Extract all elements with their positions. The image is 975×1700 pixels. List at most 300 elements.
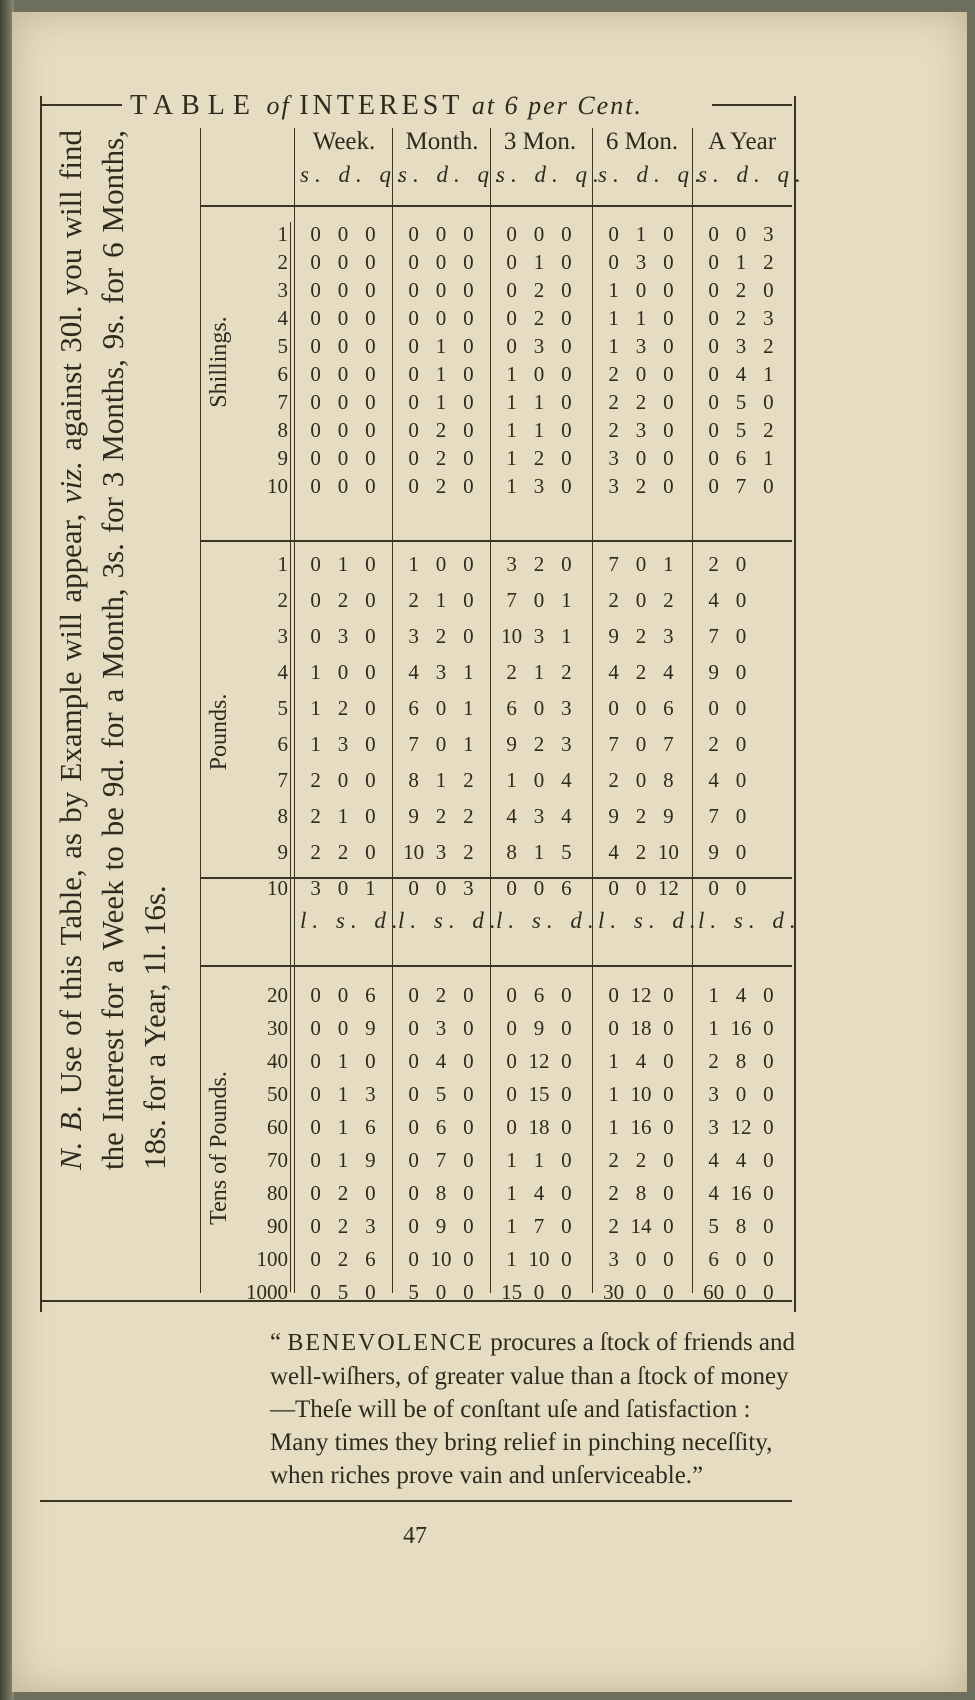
cell-value: 1 xyxy=(635,306,647,330)
cell-value: 0 xyxy=(663,446,674,470)
cell-value: 1 xyxy=(435,588,447,612)
table-cell xyxy=(492,418,586,443)
table-cell xyxy=(394,983,488,1008)
table-cell xyxy=(394,222,488,247)
table-cell xyxy=(296,1214,390,1239)
table-cell xyxy=(296,306,390,331)
cell-value: 0 xyxy=(408,1148,419,1172)
title-per: per Cent. xyxy=(528,91,643,120)
cell-value: 3 xyxy=(337,732,349,756)
column-header: 3 Mon. xyxy=(503,128,577,155)
cell-value: 10 xyxy=(430,1247,452,1271)
cell-value: 10 xyxy=(501,624,523,648)
row-label: 1 xyxy=(277,222,288,246)
cell-value: 0 xyxy=(337,660,349,684)
table-cell xyxy=(296,334,390,359)
row-label: 50 xyxy=(267,1082,288,1106)
cell-value: 0 xyxy=(408,250,419,274)
cell-value: 4 xyxy=(735,362,747,386)
quote-text: procures a ſtock of friends and well-wiſhers, of greater value than a ſtock of money—Theſe will be of conſtant uſe and ſatisfaction : Many times they bring relief in pinching neceſſity, when riches prove vain and unſerviceable.” xyxy=(270,1329,796,1489)
row-label: 7 xyxy=(277,768,288,792)
cell-value: 6 xyxy=(365,1115,376,1139)
quote-bottom-rule xyxy=(40,1500,792,1502)
cell-value: 2 xyxy=(463,768,474,792)
cell-value: 2 xyxy=(463,840,474,864)
table-cell xyxy=(394,552,488,577)
cell-value: 2 xyxy=(708,1049,719,1073)
table-cell xyxy=(594,1148,688,1173)
cell-value: 0 xyxy=(365,732,376,756)
cell-value: 6 xyxy=(365,1247,376,1271)
table-cell xyxy=(594,1181,688,1206)
table-cell xyxy=(694,1181,788,1206)
table-cell xyxy=(594,1115,688,1140)
cell-value: 2 xyxy=(435,983,447,1007)
cell-value: 0 xyxy=(310,250,321,274)
cell-value: 4 xyxy=(708,588,719,612)
cell-value: 1 xyxy=(533,390,545,414)
cell-value: 6 xyxy=(435,1115,447,1139)
cell-value: 0 xyxy=(708,306,719,330)
cell-value: 0 xyxy=(435,1280,447,1304)
table-cell xyxy=(694,696,788,721)
cell-value: 8 xyxy=(435,1181,447,1205)
unit-header: l. s. d. xyxy=(698,908,802,933)
table-bottom-rule xyxy=(40,1300,792,1302)
table-cell xyxy=(492,1016,586,1041)
cell-value: 18 xyxy=(630,1016,652,1040)
column-divider xyxy=(294,128,295,1293)
cell-value: 0 xyxy=(663,1247,674,1271)
cell-value: 7 xyxy=(435,1148,447,1172)
cell-value: 0 xyxy=(310,390,321,414)
cell-value: 3 xyxy=(533,474,545,498)
table-cell xyxy=(296,390,390,415)
cell-value xyxy=(755,552,782,577)
table-cell xyxy=(492,362,586,387)
cell-value: 0 xyxy=(408,1016,419,1040)
cell-value: 0 xyxy=(337,446,349,470)
cell-value: 0 xyxy=(763,1115,774,1139)
column-divider xyxy=(392,128,393,1293)
table-cell xyxy=(694,278,788,303)
cell-value xyxy=(755,840,782,865)
table-cell xyxy=(594,1214,688,1239)
column-header: A Year xyxy=(707,128,777,155)
cell-value: 9 xyxy=(708,660,719,684)
cell-value: 3 xyxy=(533,624,545,648)
cell-value: 1 xyxy=(337,1082,349,1106)
cell-value: 3 xyxy=(561,696,572,720)
cell-value: 0 xyxy=(310,1181,321,1205)
cell-value: 8 xyxy=(506,840,517,864)
cell-value: 1 xyxy=(608,1049,619,1073)
table-cell xyxy=(394,390,488,415)
cell-value: 0 xyxy=(463,588,474,612)
cell-value: 0 xyxy=(463,390,474,414)
cell-value: 9 xyxy=(435,1214,447,1238)
cell-value: 9 xyxy=(365,1016,376,1040)
table-cell xyxy=(492,660,586,685)
cell-value: 0 xyxy=(561,250,572,274)
cell-value: 1 xyxy=(435,768,447,792)
cell-value: 3 xyxy=(735,334,747,358)
cell-value: 5 xyxy=(735,418,747,442)
table-cell xyxy=(492,732,586,757)
cell-value: 2 xyxy=(608,390,619,414)
cell-value: 7 xyxy=(708,624,719,648)
quote-lead: BENEVOLENCE xyxy=(287,1330,485,1356)
cell-value: 0 xyxy=(608,222,619,246)
cell-value: 2 xyxy=(608,362,619,386)
cell-value: 0 xyxy=(635,1247,647,1271)
cell-value: 1 xyxy=(337,1115,349,1139)
table-cell xyxy=(296,588,390,613)
cell-value: 0 xyxy=(463,1280,474,1304)
table-cell xyxy=(594,1082,688,1107)
table-cell xyxy=(296,876,390,901)
cell-value: 0 xyxy=(310,1247,321,1271)
cell-value: 1 xyxy=(635,222,647,246)
table-cell xyxy=(594,840,688,865)
table-cell xyxy=(594,446,688,471)
cell-value: 0 xyxy=(435,250,447,274)
cell-value: 0 xyxy=(310,334,321,358)
cell-value: 1 xyxy=(506,1247,517,1271)
cell-value: 5 xyxy=(735,390,747,414)
table-cell xyxy=(296,474,390,499)
cell-value: 8 xyxy=(735,1214,747,1238)
table-cell xyxy=(296,1247,390,1272)
cell-value: 0 xyxy=(310,1214,321,1238)
cell-value: 7 xyxy=(506,588,517,612)
cell-value: 2 xyxy=(463,804,474,828)
table-cell xyxy=(694,250,788,275)
cell-value: 0 xyxy=(561,1247,572,1271)
table-cell xyxy=(594,804,688,829)
cell-value: 0 xyxy=(435,696,447,720)
table-cell xyxy=(694,1082,788,1107)
row-label: 10 xyxy=(267,876,288,900)
cell-value: 0 xyxy=(463,1247,474,1271)
cell-value: 0 xyxy=(337,278,349,302)
cell-value: 0 xyxy=(763,278,774,302)
cell-value: 9 xyxy=(365,1148,376,1172)
cell-value: 0 xyxy=(310,1082,321,1106)
cell-value: 2 xyxy=(337,1247,349,1271)
cell-value: 0 xyxy=(561,446,572,470)
table-cell xyxy=(694,418,788,443)
cell-value: 9 xyxy=(608,804,619,828)
cell-value: 12 xyxy=(528,1049,550,1073)
cell-value: 0 xyxy=(533,1280,545,1304)
cell-value: 0 xyxy=(408,1214,419,1238)
cell-value: 0 xyxy=(310,474,321,498)
side-note xyxy=(50,130,190,1170)
cell-value: 0 xyxy=(408,1082,419,1106)
cell-value: 1 xyxy=(561,624,572,648)
cell-value: 0 xyxy=(310,1280,321,1304)
cell-value: 0 xyxy=(561,983,572,1007)
cell-value: 18 xyxy=(528,1115,550,1139)
cell-value: 0 xyxy=(763,983,774,1007)
cell-value: 0 xyxy=(708,418,719,442)
table-cell xyxy=(594,732,688,757)
cell-value: 0 xyxy=(561,1214,572,1238)
column-divider xyxy=(200,128,201,1293)
cell-value: 1 xyxy=(506,768,517,792)
table-cell xyxy=(296,446,390,471)
cell-value: 2 xyxy=(533,306,545,330)
table-cell xyxy=(492,278,586,303)
cell-value: 0 xyxy=(463,306,474,330)
cell-value: 0 xyxy=(735,624,747,648)
table-cell xyxy=(394,804,488,829)
cell-value: 1 xyxy=(663,552,674,576)
cell-value: 2 xyxy=(533,732,545,756)
cell-value: 9 xyxy=(608,624,619,648)
cell-value: 0 xyxy=(533,588,545,612)
cell-value: 0 xyxy=(735,696,747,720)
cell-value: 0 xyxy=(310,222,321,246)
cell-value: 0 xyxy=(365,1049,376,1073)
cell-value: 0 xyxy=(365,1181,376,1205)
table-cell xyxy=(492,876,586,901)
table-cell xyxy=(594,696,688,721)
title-at: at 6 xyxy=(471,91,520,120)
cell-value: 1 xyxy=(608,306,619,330)
cell-value: 1 xyxy=(708,1016,719,1040)
cell-value: 0 xyxy=(435,552,447,576)
cell-value: 0 xyxy=(365,390,376,414)
row-label: 20 xyxy=(267,983,288,1007)
table-cell xyxy=(296,1148,390,1173)
cell-value: 0 xyxy=(506,983,517,1007)
cell-value: 4 xyxy=(408,660,419,684)
table-cell xyxy=(694,474,788,499)
cell-value: 4 xyxy=(608,840,619,864)
table-cell xyxy=(394,446,488,471)
table-cell xyxy=(594,362,688,387)
cell-value: 1 xyxy=(533,250,545,274)
cell-value: 0 xyxy=(337,334,349,358)
row-label: 7 xyxy=(277,390,288,414)
row-label: 90 xyxy=(267,1214,288,1238)
table-cell xyxy=(594,588,688,613)
row-label-divider xyxy=(290,222,291,1292)
cell-value: 4 xyxy=(608,660,619,684)
cell-value: 0 xyxy=(310,624,321,648)
row-label: 100 xyxy=(256,1247,288,1271)
table-cell xyxy=(694,390,788,415)
cell-value: 0 xyxy=(365,474,376,498)
cell-value: 12 xyxy=(657,876,679,900)
table-cell xyxy=(694,804,788,829)
cell-value: 0 xyxy=(663,1016,674,1040)
table-cell xyxy=(394,696,488,721)
cell-value: 0 xyxy=(561,418,572,442)
cell-value: 0 xyxy=(310,306,321,330)
cell-value: 3 xyxy=(337,624,349,648)
cell-value: 0 xyxy=(365,334,376,358)
row-label: 30 xyxy=(267,1016,288,1040)
cell-value: 0 xyxy=(365,840,376,864)
cell-value: 2 xyxy=(635,840,647,864)
cell-value: 16 xyxy=(730,1181,752,1205)
cell-value: 8 xyxy=(663,768,674,792)
cell-value: 15 xyxy=(501,1280,523,1304)
cell-value: 0 xyxy=(663,418,674,442)
row-label: 8 xyxy=(277,804,288,828)
cell-value: 0 xyxy=(561,552,572,576)
cell-value: 2 xyxy=(608,1181,619,1205)
table-cell xyxy=(394,624,488,649)
cell-value: 0 xyxy=(337,474,349,498)
unit-header: l. s. d. xyxy=(300,908,404,933)
cell-value: 2 xyxy=(408,588,419,612)
cell-value: 1 xyxy=(506,1181,517,1205)
cell-value: 1 xyxy=(608,278,619,302)
cell-value: 1 xyxy=(506,390,517,414)
cell-value: 0 xyxy=(735,732,747,756)
cell-value: 3 xyxy=(635,250,647,274)
side-note-text2: against 30l. you will find the Interest for a Week to be 9d. for a Month, 3s. for 3 Months, 9s. for 6 Months, 18s. for a Year, 1l. 16s. xyxy=(53,130,172,1170)
cell-value: 6 xyxy=(735,446,747,470)
cell-value xyxy=(755,660,782,685)
table-cell xyxy=(694,1214,788,1239)
cell-value: 0 xyxy=(408,418,419,442)
cell-value: 3 xyxy=(310,876,321,900)
row-label: 40 xyxy=(267,1049,288,1073)
table-cell xyxy=(296,660,390,685)
cell-value: 8 xyxy=(635,1181,647,1205)
table-cell xyxy=(492,1148,586,1173)
cell-value: 0 xyxy=(708,250,719,274)
cell-value: 0 xyxy=(408,1049,419,1073)
cell-value: 2 xyxy=(708,732,719,756)
cell-value: 0 xyxy=(663,278,674,302)
cell-value: 0 xyxy=(635,278,647,302)
cell-value: 3 xyxy=(608,1247,619,1271)
cell-value: 15 xyxy=(528,1082,550,1106)
row-label: 5 xyxy=(277,334,288,358)
cell-value: 0 xyxy=(310,1049,321,1073)
column-divider xyxy=(490,128,491,1293)
cell-value: 0 xyxy=(463,1148,474,1172)
table-cell xyxy=(492,250,586,275)
cell-value: 0 xyxy=(435,306,447,330)
cell-value: 0 xyxy=(337,362,349,386)
cell-value: 3 xyxy=(533,804,545,828)
table-cell xyxy=(492,1082,586,1107)
cell-value: 3 xyxy=(435,840,447,864)
table-cell xyxy=(492,804,586,829)
cell-value: 3 xyxy=(561,732,572,756)
cell-value: 0 xyxy=(365,588,376,612)
cell-value: 8 xyxy=(408,768,419,792)
table-cell xyxy=(296,362,390,387)
cell-value: 0 xyxy=(506,876,517,900)
cell-value: 0 xyxy=(763,1082,774,1106)
cell-value: 2 xyxy=(608,588,619,612)
cell-value: 0 xyxy=(561,1082,572,1106)
table-cell xyxy=(594,876,688,901)
cell-value: 0 xyxy=(663,1181,674,1205)
table-cell xyxy=(296,1016,390,1041)
cell-value: 0 xyxy=(408,278,419,302)
cell-value: 2 xyxy=(635,624,647,648)
cell-value: 3 xyxy=(435,1016,447,1040)
cell-value: 2 xyxy=(608,418,619,442)
table-cell xyxy=(594,222,688,247)
cell-value: 0 xyxy=(506,1082,517,1106)
row-label: 9 xyxy=(277,840,288,864)
cell-value: 0 xyxy=(506,1115,517,1139)
cell-value: 0 xyxy=(408,983,419,1007)
cell-value: 14 xyxy=(630,1214,652,1238)
table-cell xyxy=(394,1214,488,1239)
cell-value: 4 xyxy=(708,1181,719,1205)
cell-value: 7 xyxy=(533,1214,545,1238)
cell-value: 0 xyxy=(408,222,419,246)
cell-value: 1 xyxy=(608,1115,619,1139)
table-cell xyxy=(492,768,586,793)
table-cell xyxy=(394,1049,488,1074)
table-cell xyxy=(492,446,586,471)
table-cell xyxy=(296,624,390,649)
table-cell xyxy=(694,552,788,577)
table-cell xyxy=(394,660,488,685)
table-cell xyxy=(594,768,688,793)
table-cell xyxy=(492,390,586,415)
cell-value xyxy=(755,624,782,649)
table-cell xyxy=(394,732,488,757)
cell-value: 7 xyxy=(408,732,419,756)
cell-value: 0 xyxy=(663,1082,674,1106)
cell-value: 0 xyxy=(663,983,674,1007)
table-cell xyxy=(594,552,688,577)
table-cell xyxy=(594,1247,688,1272)
cell-value: 6 xyxy=(561,876,572,900)
cell-value: 0 xyxy=(365,552,376,576)
cell-value: 0 xyxy=(365,446,376,470)
cell-value: 0 xyxy=(663,390,674,414)
row-label: 10 xyxy=(267,474,288,498)
cell-value: 2 xyxy=(435,418,447,442)
cell-value: 2 xyxy=(635,390,647,414)
group-label-pounds: Pounds. xyxy=(206,693,232,771)
cell-value: 2 xyxy=(310,804,321,828)
group-rule xyxy=(200,965,792,967)
cell-value: 0 xyxy=(337,983,349,1007)
row-label: 2 xyxy=(277,250,288,274)
cell-value: 0 xyxy=(365,278,376,302)
table-cell xyxy=(394,840,488,865)
cell-value: 0 xyxy=(365,222,376,246)
cell-value: 0 xyxy=(337,250,349,274)
cell-value: 16 xyxy=(730,1016,752,1040)
table-cell xyxy=(394,588,488,613)
table-cell xyxy=(394,1181,488,1206)
table-cell xyxy=(296,222,390,247)
cell-value: 0 xyxy=(608,876,619,900)
cell-value: 4 xyxy=(533,1181,545,1205)
cell-value: 0 xyxy=(408,876,419,900)
table-cell xyxy=(394,1082,488,1107)
table-cell xyxy=(492,1181,586,1206)
cell-value: 9 xyxy=(408,804,419,828)
table-cell xyxy=(694,222,788,247)
